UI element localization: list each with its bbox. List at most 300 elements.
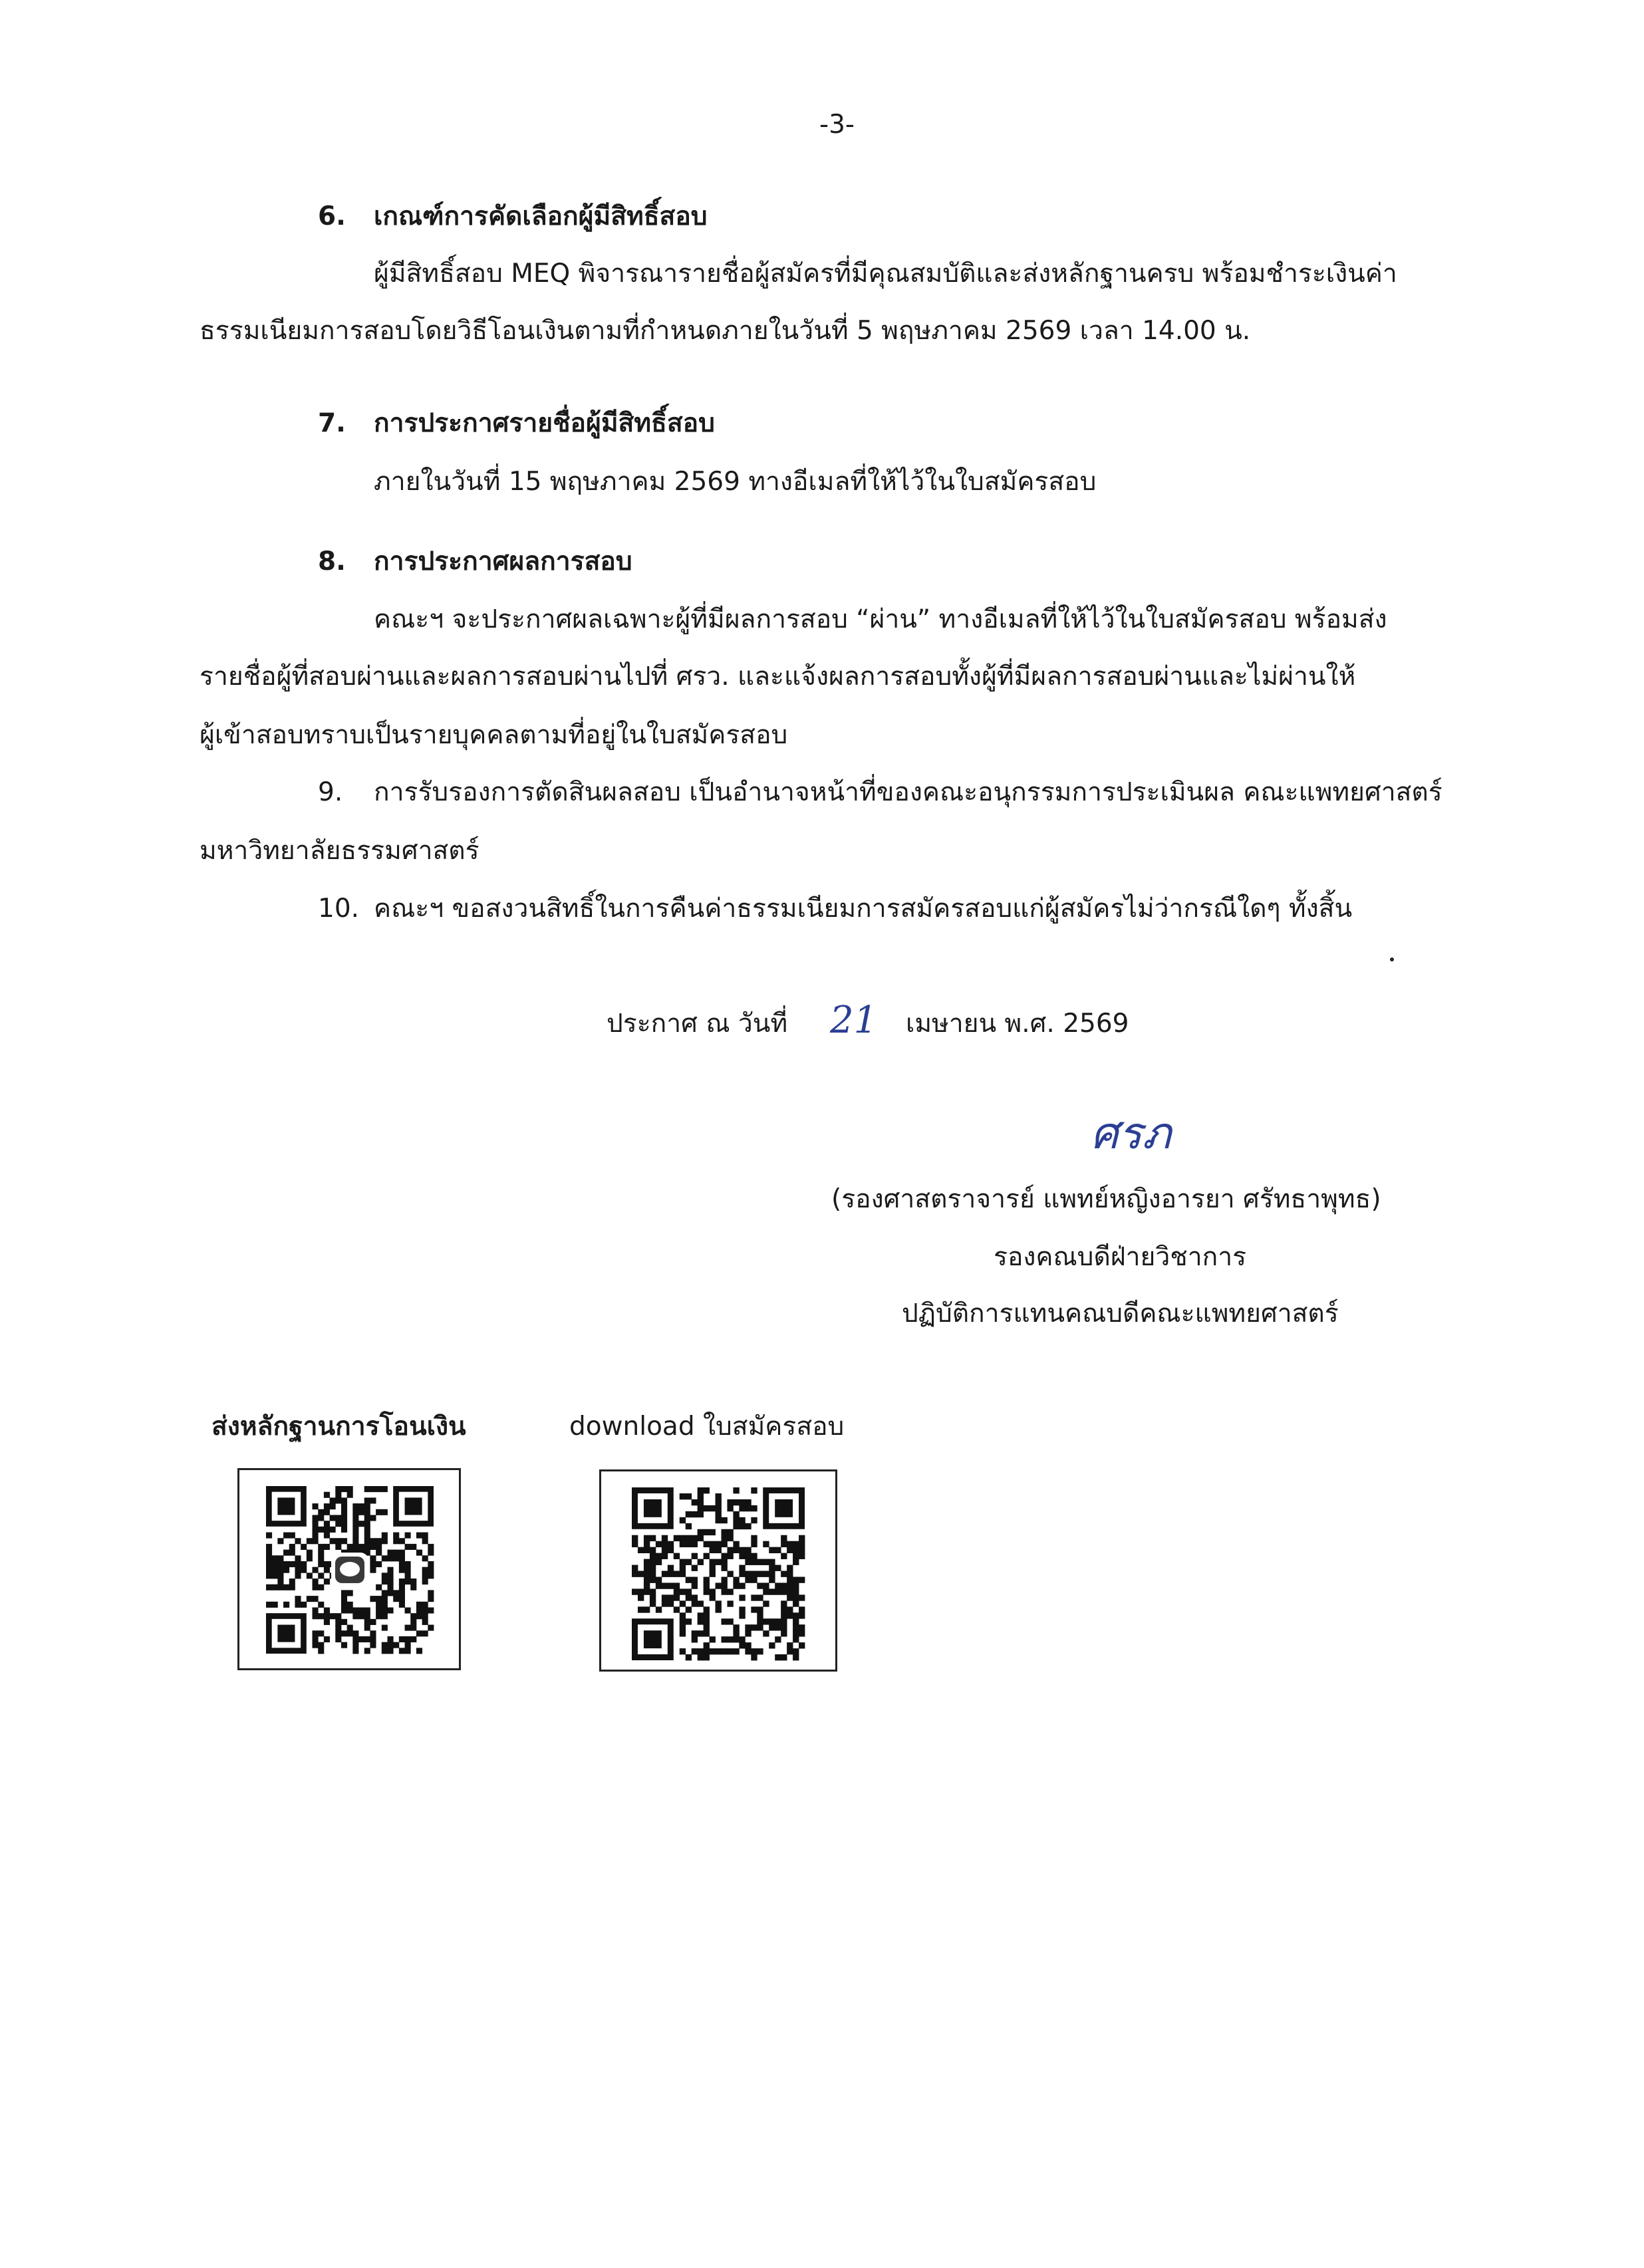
qr-module <box>370 1561 376 1567</box>
qr-module <box>704 1487 710 1493</box>
qr-module <box>266 1533 272 1539</box>
qr-module <box>272 1561 278 1567</box>
qr-finder-inner <box>775 1499 793 1517</box>
qr-module <box>422 1567 428 1573</box>
qr-module <box>324 1533 330 1539</box>
qr-module <box>289 1550 295 1556</box>
qr-module <box>358 1613 364 1619</box>
qr-module <box>352 1503 358 1509</box>
qr-download-frame[interactable] <box>599 1469 837 1672</box>
qr-module <box>745 1505 751 1511</box>
qr-module <box>662 1600 668 1606</box>
qr-module <box>632 1571 638 1577</box>
qr-module <box>662 1553 668 1559</box>
qr-module <box>704 1588 710 1594</box>
qr-module <box>698 1618 704 1624</box>
qr-module <box>638 1594 644 1600</box>
qr-module <box>358 1503 364 1509</box>
qr-module <box>680 1588 686 1594</box>
qr-module <box>680 1618 686 1624</box>
qr-module <box>330 1527 336 1533</box>
qr-module <box>324 1527 330 1533</box>
qr-module <box>668 1582 674 1588</box>
qr-module <box>775 1588 781 1594</box>
qr-module <box>739 1553 745 1559</box>
qr-module <box>393 1555 399 1561</box>
qr-module <box>283 1567 289 1573</box>
qr-module <box>307 1596 313 1602</box>
qr-module <box>277 1578 283 1584</box>
qr-module <box>347 1590 353 1596</box>
signatory-name: (รองศาสตราจารย์ แพทย์หญิงอารยา ศรัทธาพุทธ) <box>831 1184 1381 1214</box>
signatory-position: รองคณบดีฝ่ายวิชาการ <box>994 1242 1247 1272</box>
qr-module <box>704 1624 710 1630</box>
qr-module <box>650 1535 656 1541</box>
qr-module <box>644 1571 650 1577</box>
qr-module <box>405 1544 411 1550</box>
qr-module <box>710 1636 716 1642</box>
qr-module <box>787 1642 793 1648</box>
qr-module <box>382 1642 388 1648</box>
qr-module <box>324 1503 330 1509</box>
qr-module <box>739 1642 745 1648</box>
qr-module <box>410 1578 416 1584</box>
qr-module <box>358 1509 364 1515</box>
qr-module <box>295 1561 301 1567</box>
qr-module <box>680 1571 686 1577</box>
qr-module <box>799 1594 805 1600</box>
qr-module <box>307 1550 313 1556</box>
qr-module <box>364 1521 370 1527</box>
qr-module <box>422 1578 428 1584</box>
qr-module <box>313 1527 319 1533</box>
qr-module <box>428 1567 434 1573</box>
qr-module <box>341 1486 347 1492</box>
qr-module <box>416 1607 422 1613</box>
qr-code-download[interactable] <box>601 1471 835 1670</box>
qr-module <box>301 1561 307 1567</box>
qr-module <box>318 1561 324 1567</box>
qr-module <box>405 1578 411 1584</box>
qr-module <box>698 1630 704 1636</box>
qr-module <box>335 1497 341 1503</box>
qr-module <box>341 1642 347 1648</box>
qr-code-transfer[interactable] <box>239 1470 459 1668</box>
qr-module <box>272 1584 278 1590</box>
qr-module <box>739 1547 745 1553</box>
qr-finder-inner <box>277 1497 295 1515</box>
qr-module <box>769 1624 775 1630</box>
qr-module <box>710 1588 716 1594</box>
qr-module <box>716 1547 722 1553</box>
qr-module <box>376 1613 382 1619</box>
qr-download-label: download ใบสมัครสอบ <box>569 1412 845 1442</box>
qr-module <box>352 1607 358 1613</box>
qr-module <box>376 1596 382 1602</box>
qr-module <box>751 1535 757 1541</box>
qr-module <box>680 1624 686 1630</box>
qr-module <box>787 1547 793 1553</box>
qr-module <box>680 1565 686 1571</box>
qr-module <box>347 1625 353 1631</box>
qr-module <box>739 1565 745 1571</box>
qr-module <box>763 1571 769 1577</box>
qr-module <box>422 1607 428 1613</box>
qr-module <box>301 1602 307 1608</box>
qr-module <box>382 1533 388 1539</box>
qr-module <box>422 1613 428 1619</box>
qr-module <box>692 1582 698 1588</box>
qr-module <box>793 1630 799 1636</box>
qr-module <box>710 1571 716 1577</box>
qr-module <box>277 1538 283 1544</box>
qr-module <box>341 1509 347 1515</box>
qr-module <box>266 1555 272 1561</box>
qr-module <box>416 1550 422 1556</box>
qr-module <box>301 1567 307 1573</box>
qr-module <box>382 1607 388 1613</box>
qr-module <box>650 1588 656 1594</box>
qr-module <box>399 1636 405 1642</box>
qr-module <box>289 1578 295 1584</box>
qr-module <box>313 1538 319 1544</box>
qr-module <box>692 1576 698 1582</box>
qr-module <box>721 1582 727 1588</box>
qr-module <box>674 1553 680 1559</box>
qr-module <box>757 1648 763 1654</box>
qr-module <box>335 1544 341 1550</box>
qr-module <box>405 1567 411 1573</box>
qr-module <box>763 1630 769 1636</box>
qr-module <box>341 1527 347 1533</box>
qr-module <box>399 1555 405 1561</box>
qr-module <box>335 1521 341 1527</box>
qr-module <box>393 1590 399 1596</box>
qr-module <box>650 1594 656 1600</box>
qr-module <box>757 1594 763 1600</box>
qr-module <box>364 1503 370 1509</box>
qr-module <box>799 1541 805 1547</box>
qr-module <box>370 1544 376 1550</box>
qr-module <box>341 1590 347 1596</box>
qr-module <box>751 1571 757 1577</box>
qr-module <box>787 1576 793 1582</box>
qr-module <box>769 1618 775 1624</box>
qr-module <box>787 1571 793 1577</box>
qr-module <box>799 1547 805 1553</box>
qr-module <box>318 1630 324 1636</box>
qr-module <box>324 1509 330 1515</box>
qr-module <box>781 1600 787 1606</box>
announcement-suffix: เมษายน พ.ศ. 2569 <box>906 1009 1129 1039</box>
qr-module <box>289 1544 295 1550</box>
qr-module <box>266 1602 272 1608</box>
qr-module <box>335 1515 341 1521</box>
qr-module <box>370 1497 376 1503</box>
qr-module <box>318 1602 324 1608</box>
qr-module <box>751 1517 757 1523</box>
qr-module <box>289 1533 295 1539</box>
qr-module <box>716 1648 722 1654</box>
qr-module <box>405 1607 411 1613</box>
qr-module <box>422 1555 428 1561</box>
qr-module <box>680 1517 686 1523</box>
qr-module <box>739 1612 745 1618</box>
qr-module <box>347 1486 353 1492</box>
qr-module <box>644 1547 650 1553</box>
qr-module <box>781 1606 787 1612</box>
qr-module <box>787 1606 793 1612</box>
qr-module <box>330 1497 336 1503</box>
qr-module <box>704 1630 710 1636</box>
qr-module <box>347 1630 353 1636</box>
qr-module <box>387 1590 393 1596</box>
qr-module <box>382 1613 388 1619</box>
qr-module <box>727 1588 733 1594</box>
qr-module <box>686 1588 692 1594</box>
qr-module <box>686 1541 692 1547</box>
qr-module <box>410 1625 416 1631</box>
qr-module <box>272 1567 278 1573</box>
qr-finder-inner <box>644 1499 662 1517</box>
qr-module <box>751 1648 757 1654</box>
qr-module <box>698 1654 704 1660</box>
qr-module <box>739 1594 745 1600</box>
qr-module <box>710 1541 716 1547</box>
qr-module <box>710 1594 716 1600</box>
qr-module <box>399 1538 405 1544</box>
qr-module <box>769 1588 775 1594</box>
qr-module <box>698 1535 704 1541</box>
qr-module <box>422 1538 428 1544</box>
qr-module <box>364 1613 370 1619</box>
qr-module <box>358 1607 364 1613</box>
qr-module <box>341 1619 347 1625</box>
qr-module <box>793 1594 799 1600</box>
qr-module <box>733 1517 739 1523</box>
qr-module <box>399 1602 405 1608</box>
qr-module <box>775 1654 781 1660</box>
qr-module <box>410 1544 416 1550</box>
qr-module <box>318 1642 324 1648</box>
qr-module <box>668 1571 674 1577</box>
qr-module <box>295 1596 301 1602</box>
qr-module <box>733 1487 739 1493</box>
qr-module <box>370 1642 376 1648</box>
qr-module <box>787 1565 793 1571</box>
qr-module <box>799 1576 805 1582</box>
qr-module <box>787 1541 793 1547</box>
qr-module <box>289 1561 295 1567</box>
section-8-title: การประกาศผลการสอบ <box>374 547 632 576</box>
qr-module <box>721 1517 727 1523</box>
qr-module <box>733 1648 739 1654</box>
qr-module <box>295 1602 301 1608</box>
qr-module <box>781 1654 787 1660</box>
qr-module <box>376 1602 382 1608</box>
qr-module <box>751 1505 757 1511</box>
announcement-prefix: ประกาศ ณ วันที่ <box>607 1009 788 1039</box>
qr-module <box>428 1596 434 1602</box>
qr-module <box>727 1553 733 1559</box>
qr-module <box>721 1541 727 1547</box>
qr-module <box>358 1521 364 1527</box>
qr-module <box>318 1509 324 1515</box>
qr-module <box>769 1547 775 1553</box>
qr-module <box>405 1648 411 1654</box>
qr-module <box>330 1538 336 1544</box>
qr-module <box>656 1559 662 1565</box>
qr-module <box>698 1505 704 1511</box>
qr-module <box>680 1493 686 1499</box>
qr-module <box>295 1538 301 1544</box>
qr-module <box>422 1533 428 1539</box>
qr-module <box>307 1573 313 1578</box>
qr-module <box>680 1559 686 1565</box>
qr-module <box>662 1594 668 1600</box>
qr-module <box>405 1636 411 1642</box>
qr-module <box>387 1584 393 1590</box>
qr-module <box>382 1590 388 1596</box>
qr-module <box>382 1625 388 1631</box>
qr-module <box>745 1648 751 1654</box>
qr-module <box>751 1624 757 1630</box>
qr-module <box>716 1606 722 1612</box>
qr-module <box>799 1535 805 1541</box>
qr-module <box>277 1567 283 1573</box>
qr-module <box>656 1582 662 1588</box>
qr-module <box>313 1607 319 1613</box>
qr-module <box>335 1630 341 1636</box>
qr-module <box>787 1612 793 1618</box>
scan-speck <box>1390 957 1394 961</box>
qr-module <box>266 1584 272 1590</box>
qr-module <box>686 1559 692 1565</box>
qr-module <box>668 1541 674 1547</box>
qr-module <box>650 1600 656 1606</box>
qr-module <box>313 1630 319 1636</box>
qr-module <box>710 1565 716 1571</box>
qr-module <box>422 1619 428 1625</box>
qr-module <box>364 1607 370 1613</box>
qr-module <box>376 1486 382 1492</box>
qr-module <box>382 1602 388 1608</box>
qr-module <box>763 1588 769 1594</box>
section-8-number: 8. <box>318 547 346 576</box>
qr-module <box>341 1596 347 1602</box>
qr-module <box>295 1555 301 1561</box>
qr-module <box>364 1619 370 1625</box>
qr-module <box>781 1571 787 1577</box>
qr-module <box>399 1550 405 1556</box>
qr-module <box>680 1648 686 1654</box>
qr-module <box>399 1584 405 1590</box>
section-7-title: การประกาศรายชื่อผู้มีสิทธิ์สอบ <box>374 408 715 438</box>
section-8-line: ผู้เข้าสอบทราบเป็นรายบุคคลตามที่อยู่ในใบสมัครสอบ <box>200 720 788 750</box>
qr-module <box>799 1612 805 1618</box>
qr-module <box>324 1578 330 1584</box>
qr-module <box>733 1511 739 1517</box>
qr-module <box>656 1553 662 1559</box>
qr-module <box>324 1561 330 1567</box>
qr-transfer-label: ส่งหลักฐานการโอนเงิน <box>211 1412 466 1442</box>
qr-module <box>405 1533 411 1539</box>
qr-module <box>277 1573 283 1578</box>
qr-module <box>799 1624 805 1630</box>
qr-module <box>352 1521 358 1527</box>
qr-module <box>416 1613 422 1619</box>
qr-module <box>692 1499 698 1505</box>
qr-module <box>745 1559 751 1565</box>
qr-module <box>793 1600 799 1606</box>
qr-module <box>364 1544 370 1550</box>
qr-module <box>352 1544 358 1550</box>
qr-module <box>376 1607 382 1613</box>
qr-module <box>370 1596 376 1602</box>
qr-module <box>352 1648 358 1654</box>
qr-module <box>318 1515 324 1521</box>
qr-module <box>313 1521 319 1527</box>
qr-module <box>632 1535 638 1541</box>
qr-module <box>704 1612 710 1618</box>
qr-module <box>662 1535 668 1541</box>
qr-module <box>387 1578 393 1584</box>
qr-module <box>644 1576 650 1582</box>
qr-module <box>716 1541 722 1547</box>
qr-module <box>376 1561 382 1567</box>
qr-module <box>283 1550 289 1556</box>
qr-module <box>352 1538 358 1544</box>
qr-module <box>382 1596 388 1602</box>
qr-module <box>644 1559 650 1565</box>
qr-module <box>698 1493 704 1499</box>
qr-module <box>352 1613 358 1619</box>
qr-module <box>751 1606 757 1612</box>
qr-module <box>721 1648 727 1654</box>
qr-module <box>781 1541 787 1547</box>
qr-module <box>324 1619 330 1625</box>
qr-module <box>341 1607 347 1613</box>
qr-module <box>393 1538 399 1544</box>
qr-module <box>387 1573 393 1578</box>
qr-finder-inner <box>644 1630 662 1648</box>
qr-module <box>405 1561 411 1567</box>
section-6-line: ผู้มีสิทธิ์สอบ MEQ พิจารณารายชื่อผู้สมัครที่มีคุณสมบัติและส่งหลักฐานครบ พร้อมชำระเงินค่า <box>374 259 1397 289</box>
qr-module <box>745 1630 751 1636</box>
qr-module <box>318 1544 324 1550</box>
qr-module <box>745 1571 751 1577</box>
qr-module <box>632 1541 638 1547</box>
qr-module <box>313 1503 319 1509</box>
qr-module <box>347 1492 353 1498</box>
qr-module <box>399 1596 405 1602</box>
qr-module <box>739 1582 745 1588</box>
qr-module <box>422 1602 428 1608</box>
qr-module <box>775 1547 781 1553</box>
qr-module <box>727 1499 733 1505</box>
qr-module <box>793 1547 799 1553</box>
qr-module <box>364 1538 370 1544</box>
qr-module <box>335 1613 341 1619</box>
qr-module <box>638 1547 644 1553</box>
qr-module <box>393 1550 399 1556</box>
qr-module <box>716 1582 722 1588</box>
qr-module <box>387 1550 393 1556</box>
qr-transfer-frame[interactable] <box>237 1468 461 1670</box>
qr-module <box>793 1612 799 1618</box>
qr-module <box>775 1636 781 1642</box>
qr-module <box>324 1636 330 1642</box>
